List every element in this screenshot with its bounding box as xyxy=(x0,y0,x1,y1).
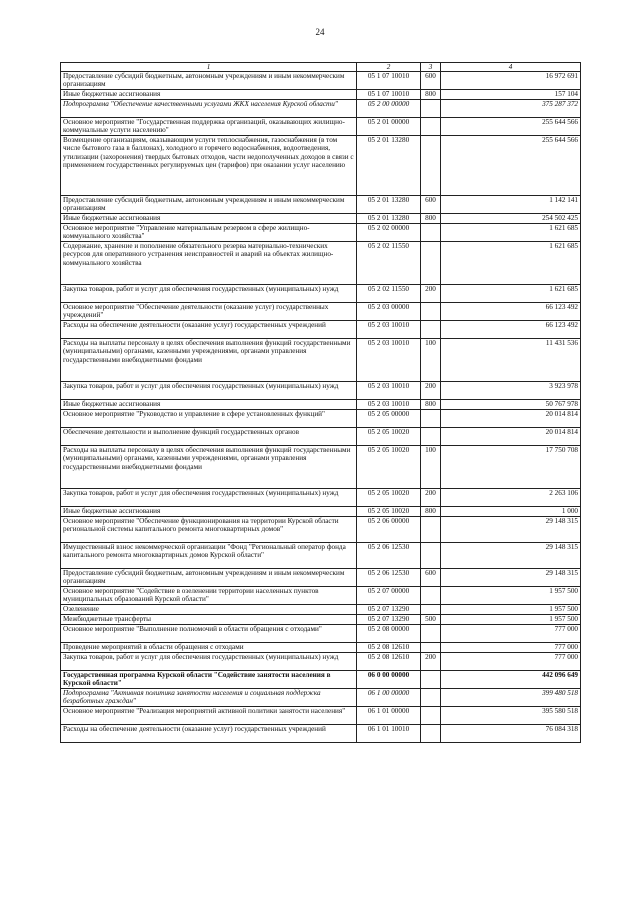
row-name-cell: Иные бюджетные ассигнования xyxy=(61,507,357,517)
row-vr-cell: 600 xyxy=(421,196,441,214)
row-code-cell: 05 2 02 11550 xyxy=(357,242,421,285)
row-vr-cell: 600 xyxy=(421,72,441,90)
row-name-cell: Обеспечение деятельности и выполнение функций государственных органов xyxy=(61,428,357,446)
row-vr-cell xyxy=(421,118,441,136)
row-amount-cell: 66 123 492 xyxy=(441,303,581,321)
row-name-cell: Основное мероприятие "Обеспечение функционирования на территории Курской области региональной системы капитального ремонта многоквартирных домов" xyxy=(61,517,357,543)
row-amount-cell: 20 014 814 xyxy=(441,428,581,446)
row-name-cell: Подпрограмма "Обеспечение качественными услугами ЖКХ населения Курской области" xyxy=(61,100,357,118)
table-row xyxy=(61,569,581,587)
row-vr-cell xyxy=(421,517,441,543)
row-code-cell: 06 1 00 00000 xyxy=(357,689,421,707)
row-name-cell: Расходы на выплаты персоналу в целях обеспечения выполнения функций государственными (муниципальными) органами, казенными учреждениями, органами управления государственными внебюджетными фондами xyxy=(61,446,357,489)
row-amount-cell: 29 148 315 xyxy=(441,569,581,587)
table-row xyxy=(61,689,581,707)
row-name-cell: Расходы на обеспечение деятельности (оказание услуг) государственных учреждений xyxy=(61,725,357,743)
row-amount-cell: 399 480 518 xyxy=(441,689,581,707)
row-amount-cell: 375 287 372 xyxy=(441,100,581,118)
row-amount-cell: 777 000 xyxy=(441,643,581,653)
row-amount-cell: 442 096 649 xyxy=(441,671,581,689)
row-vr-cell xyxy=(421,707,441,725)
table-row xyxy=(61,136,581,196)
row-name-cell: Предоставление субсидий бюджетным, автономным учреждениям и иным некоммерческим организациям xyxy=(61,72,357,90)
row-name-cell: Основное мероприятие "Руководство и управление в сфере установленных функций" xyxy=(61,410,357,428)
table-row xyxy=(61,90,581,100)
row-amount-cell: 157 104 xyxy=(441,90,581,100)
row-code-cell: 05 2 08 12610 xyxy=(357,643,421,653)
row-vr-cell xyxy=(421,410,441,428)
row-code-cell: 05 2 03 10010 xyxy=(357,400,421,410)
row-code-cell: 05 2 05 00000 xyxy=(357,410,421,428)
row-code-cell: 05 2 07 13290 xyxy=(357,605,421,615)
row-name-cell: Государственная программа Курской области "Содействие занятости населения в Курской области" xyxy=(61,671,357,689)
table-row xyxy=(61,118,581,136)
row-amount-cell: 1 621 685 xyxy=(441,285,581,303)
row-amount-cell: 1 142 141 xyxy=(441,196,581,214)
row-name-cell: Предоставление субсидий бюджетным, автономным учреждениям и иным некоммерческим организациям xyxy=(61,569,357,587)
table-row xyxy=(61,671,581,689)
row-code-cell: 05 2 06 12530 xyxy=(357,543,421,569)
row-code-cell: 05 2 05 10020 xyxy=(357,428,421,446)
row-name-cell: Межбюджетные трансферты xyxy=(61,615,357,625)
row-code-cell: 05 2 05 10020 xyxy=(357,507,421,517)
row-name-cell: Основное мероприятие "Выполнение полномочий в области обращения с отходами" xyxy=(61,625,357,643)
row-vr-cell xyxy=(421,321,441,339)
table-row xyxy=(61,382,581,400)
row-name-cell: Проведение мероприятий в области обращения с отходами xyxy=(61,643,357,653)
row-amount-cell: 17 750 708 xyxy=(441,446,581,489)
row-vr-cell xyxy=(421,543,441,569)
row-code-cell: 05 2 03 10010 xyxy=(357,321,421,339)
row-vr-cell: 800 xyxy=(421,214,441,224)
row-amount-cell: 777 000 xyxy=(441,653,581,671)
row-code-cell: 06 0 00 00000 xyxy=(357,671,421,689)
table-row xyxy=(61,543,581,569)
row-vr-cell xyxy=(421,303,441,321)
row-vr-cell xyxy=(421,671,441,689)
row-vr-cell xyxy=(421,428,441,446)
row-vr-cell: 200 xyxy=(421,653,441,671)
row-name-cell: Расходы на выплаты персоналу в целях обеспечения выполнения функций государственными (муниципальными) органами, казенными учреждениями, органами управления государственными внебюджетными фондами xyxy=(61,339,357,382)
col-header-name: 1 xyxy=(61,63,357,72)
row-name-cell: Закупка товаров, работ и услуг для обеспечения государственных (муниципальных) нужд xyxy=(61,489,357,507)
row-name-cell: Закупка товаров, работ и услуг для обеспечения государственных (муниципальных) нужд xyxy=(61,382,357,400)
row-vr-cell: 800 xyxy=(421,90,441,100)
table-row xyxy=(61,643,581,653)
table-row xyxy=(61,517,581,543)
row-amount-cell: 29 148 315 xyxy=(441,543,581,569)
row-code-cell: 05 2 03 10010 xyxy=(357,382,421,400)
table-row xyxy=(61,410,581,428)
row-vr-cell: 100 xyxy=(421,339,441,382)
row-vr-cell xyxy=(421,625,441,643)
row-code-cell: 05 2 06 12530 xyxy=(357,569,421,587)
table-row xyxy=(61,339,581,382)
row-amount-cell: 254 502 425 xyxy=(441,214,581,224)
row-name-cell: Содержание, хранение и пополнение обязательного резерва материально-технических ресурсов для оперативного устранения неисправностей и аварий на объектах жилищно-коммунального хозяйства xyxy=(61,242,357,285)
row-amount-cell: 76 084 318 xyxy=(441,725,581,743)
row-amount-cell: 11 431 536 xyxy=(441,339,581,382)
row-name-cell: Основное мероприятие "Содействие в озеленении территории населенных пунктов муниципальных образований Курской области" xyxy=(61,587,357,605)
row-name-cell: Закупка товаров, работ и услуг для обеспечения государственных (муниципальных) нужд xyxy=(61,285,357,303)
row-code-cell: 06 1 01 00000 xyxy=(357,707,421,725)
row-vr-cell: 800 xyxy=(421,507,441,517)
row-amount-cell: 2 263 106 xyxy=(441,489,581,507)
row-vr-cell: 200 xyxy=(421,382,441,400)
row-amount-cell: 29 148 315 xyxy=(441,517,581,543)
row-amount-cell: 50 767 978 xyxy=(441,400,581,410)
row-code-cell: 05 2 05 10020 xyxy=(357,446,421,489)
table-row xyxy=(61,615,581,625)
row-name-cell: Основное мероприятие "Реализация мероприятий активной политики занятости населения" xyxy=(61,707,357,725)
row-vr-cell xyxy=(421,725,441,743)
row-vr-cell xyxy=(421,587,441,605)
row-vr-cell xyxy=(421,100,441,118)
row-amount-cell: 1 000 xyxy=(441,507,581,517)
row-name-cell: Возмещение организациям, оказывающим услуги теплоснабжения, газоснабжения (в том числе бытового газа в баллонах), холодного и горячего водоснабжения, водоотведения, утилизации (захоронения) твердых бытовых отходов, части недополученных доходов в связи с применением государственных регулируемых цен (тарифов) при оказании услуг населению xyxy=(61,136,357,196)
table-row xyxy=(61,100,581,118)
table-row xyxy=(61,625,581,643)
row-vr-cell xyxy=(421,242,441,285)
table-row xyxy=(61,303,581,321)
row-vr-cell: 200 xyxy=(421,489,441,507)
row-name-cell: Расходы на обеспечение деятельности (оказание услуг) государственных учреждений xyxy=(61,321,357,339)
table-row xyxy=(61,428,581,446)
row-amount-cell: 777 000 xyxy=(441,625,581,643)
col-header-vr: 3 xyxy=(421,63,441,72)
row-code-cell: 05 2 03 10010 xyxy=(357,339,421,382)
table-row xyxy=(61,214,581,224)
row-name-cell: Основное мероприятие "Государственная поддержка организаций, оказывающих жилищно-коммунальные услуги населению" xyxy=(61,118,357,136)
row-amount-cell: 255 644 566 xyxy=(441,118,581,136)
row-name-cell: Иные бюджетные ассигнования xyxy=(61,400,357,410)
table-row xyxy=(61,242,581,285)
row-code-cell: 05 1 07 10010 xyxy=(357,90,421,100)
table-row xyxy=(61,196,581,214)
row-amount-cell: 395 580 518 xyxy=(441,707,581,725)
table-row xyxy=(61,321,581,339)
row-name-cell: Предоставление субсидий бюджетным, автономным учреждениям и иным некоммерческим организациям xyxy=(61,196,357,214)
table-row xyxy=(61,400,581,410)
table-row xyxy=(61,707,581,725)
table-row xyxy=(61,507,581,517)
row-code-cell: 05 2 02 00000 xyxy=(357,224,421,242)
row-code-cell: 05 2 01 13280 xyxy=(357,214,421,224)
row-name-cell: Основное мероприятие "Обеспечение деятельности (оказание услуг) государственных учреждений" xyxy=(61,303,357,321)
row-code-cell: 05 2 07 00000 xyxy=(357,587,421,605)
col-header-code: 2 xyxy=(357,63,421,72)
budget-table xyxy=(60,62,581,743)
col-header-amount: 4 xyxy=(441,63,581,72)
table-row xyxy=(61,653,581,671)
row-vr-cell: 600 xyxy=(421,569,441,587)
row-code-cell: 05 2 02 11550 xyxy=(357,285,421,303)
row-name-cell: Иные бюджетные ассигнования xyxy=(61,214,357,224)
row-amount-cell: 1 957 500 xyxy=(441,587,581,605)
row-amount-cell: 66 123 492 xyxy=(441,321,581,339)
row-name-cell: Подпрограмма "Активная политика занятости населения и социальная поддержка безработных граждан" xyxy=(61,689,357,707)
row-amount-cell: 1 957 500 xyxy=(441,605,581,615)
row-amount-cell: 20 014 814 xyxy=(441,410,581,428)
row-code-cell: 05 2 00 00000 xyxy=(357,100,421,118)
row-vr-cell xyxy=(421,605,441,615)
row-amount-cell: 255 644 566 xyxy=(441,136,581,196)
row-amount-cell: 3 923 978 xyxy=(441,382,581,400)
row-code-cell: 05 2 06 00000 xyxy=(357,517,421,543)
row-vr-cell: 100 xyxy=(421,446,441,489)
table-row xyxy=(61,224,581,242)
row-vr-cell: 500 xyxy=(421,615,441,625)
row-code-cell: 05 1 07 10010 xyxy=(357,72,421,90)
table-row xyxy=(61,725,581,743)
table-row xyxy=(61,587,581,605)
table-row xyxy=(61,605,581,615)
row-amount-cell: 1 621 685 xyxy=(441,224,581,242)
row-code-cell: 05 2 05 10020 xyxy=(357,489,421,507)
row-code-cell: 05 2 08 12610 xyxy=(357,653,421,671)
row-name-cell: Озеленение xyxy=(61,605,357,615)
table-row xyxy=(61,285,581,303)
table-row xyxy=(61,72,581,90)
row-code-cell: 05 2 01 13280 xyxy=(357,136,421,196)
table-header-row xyxy=(61,63,581,72)
row-code-cell: 05 2 01 13280 xyxy=(357,196,421,214)
table-row xyxy=(61,446,581,489)
row-name-cell: Закупка товаров, работ и услуг для обеспечения государственных (муниципальных) нужд xyxy=(61,653,357,671)
row-code-cell: 05 2 08 00000 xyxy=(357,625,421,643)
row-amount-cell: 1 957 500 xyxy=(441,615,581,625)
row-vr-cell xyxy=(421,224,441,242)
row-vr-cell: 200 xyxy=(421,285,441,303)
row-name-cell: Иные бюджетные ассигнования xyxy=(61,90,357,100)
table-row xyxy=(61,489,581,507)
row-code-cell: 05 2 03 00000 xyxy=(357,303,421,321)
row-code-cell: 06 1 01 10010 xyxy=(357,725,421,743)
row-vr-cell xyxy=(421,689,441,707)
row-name-cell: Основное мероприятие "Управление материальным резервом в сфере жилищно-коммунального хозяйства" xyxy=(61,224,357,242)
row-vr-cell xyxy=(421,643,441,653)
row-amount-cell: 1 621 685 xyxy=(441,242,581,285)
row-code-cell: 05 2 01 00000 xyxy=(357,118,421,136)
row-vr-cell: 800 xyxy=(421,400,441,410)
row-name-cell: Имущественный взнос некоммерческой организации "Фонд "Региональный оператор фонда капитального ремонта многоквартирных домов Курской области" xyxy=(61,543,357,569)
page-number: 24 xyxy=(315,27,325,37)
row-code-cell: 05 2 07 13290 xyxy=(357,615,421,625)
row-vr-cell xyxy=(421,136,441,196)
row-amount-cell: 16 972 691 xyxy=(441,72,581,90)
